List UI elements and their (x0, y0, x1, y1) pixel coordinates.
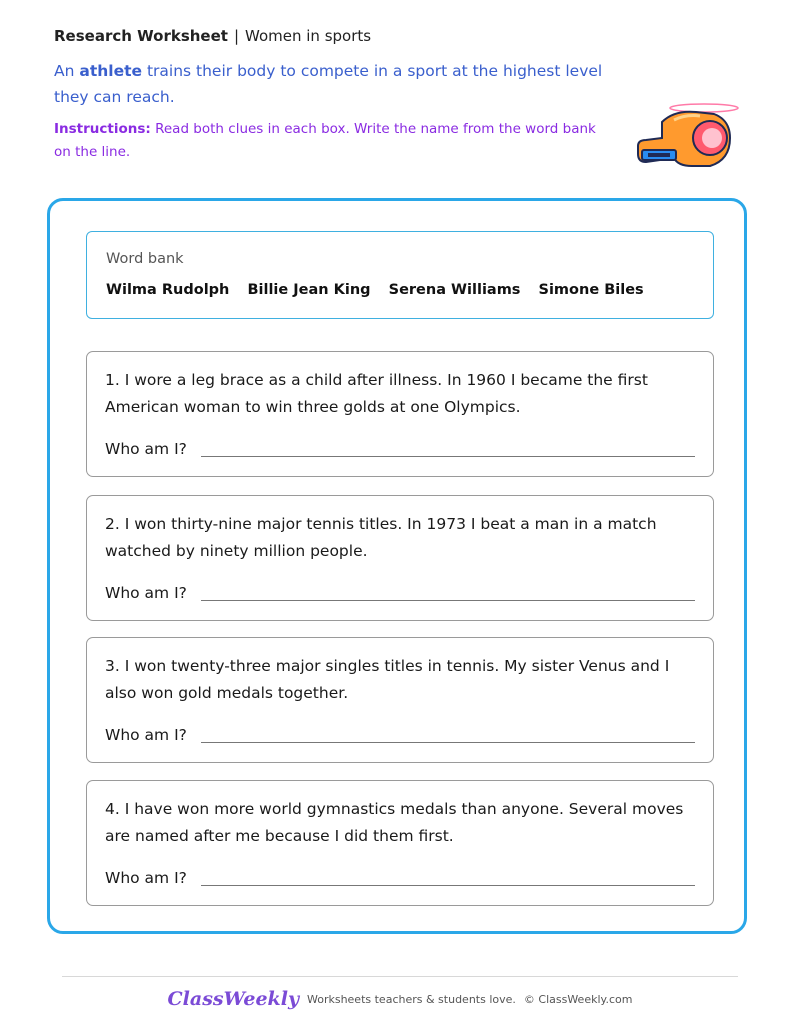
definition-prefix: An (54, 62, 80, 80)
instructions-body: Read both clues in each box. Write the name from the word bank on the line. (54, 121, 596, 160)
word-bank-item: Billie Jean King (247, 282, 371, 298)
footer-copyright: © ClassWeekly.com (523, 993, 633, 1006)
header-separator: | (233, 27, 240, 45)
question-text: 3. I won twenty-three major singles titles in tennis. My sister Venus and I also won gold medals together. (105, 657, 670, 702)
question-text: 2. I won thirty-nine major tennis titles. In 1973 I beat a man in a match watched by ninety million people. (105, 515, 657, 560)
whistle-icon (634, 96, 744, 180)
instructions-text (54, 118, 614, 164)
definition-text (54, 58, 614, 110)
footer-tagline: Worksheets teachers & students love. (306, 993, 516, 1006)
brand-logo: ClassWeekly (167, 988, 299, 1010)
question-prompt: Who am I? (105, 440, 187, 458)
word-bank-list (106, 282, 657, 298)
definition-term: athlete (79, 62, 143, 80)
worksheet-title: Research Worksheet (54, 27, 228, 45)
word-bank-label: Word bank (106, 251, 184, 267)
question-prompt: Who am I? (105, 869, 187, 887)
footer (0, 988, 800, 1010)
answer-line[interactable] (201, 885, 695, 886)
answer-line[interactable] (201, 600, 695, 601)
instructions-label: Instructions: (54, 121, 151, 137)
word-bank (86, 231, 714, 319)
question-prompt: Who am I? (105, 726, 187, 744)
word-bank-item: Wilma Rudolph (106, 282, 230, 298)
word-bank-item: Simone Biles (538, 282, 644, 298)
worksheet-header (54, 27, 371, 45)
question-card-3 (86, 637, 714, 763)
question-text: 4. I have won more world gymnastics medals than anyone. Several moves are named after me because I did them first. (105, 800, 684, 845)
question-card-4 (86, 780, 714, 906)
answer-line[interactable] (201, 742, 695, 743)
question-card-1 (86, 351, 714, 477)
definition-rest: trains their body to compete in a sport at the highest level they can reach. (54, 62, 603, 106)
word-bank-item: Serena Williams (388, 282, 521, 298)
question-card-2 (86, 495, 714, 621)
footer-divider (62, 976, 738, 977)
worksheet-topic: Women in sports (245, 27, 372, 45)
question-prompt: Who am I? (105, 584, 187, 602)
answer-line[interactable] (201, 456, 695, 457)
question-text: 1. I wore a leg brace as a child after illness. In 1960 I became the first American woman to win three golds at one Olympics. (105, 371, 648, 416)
